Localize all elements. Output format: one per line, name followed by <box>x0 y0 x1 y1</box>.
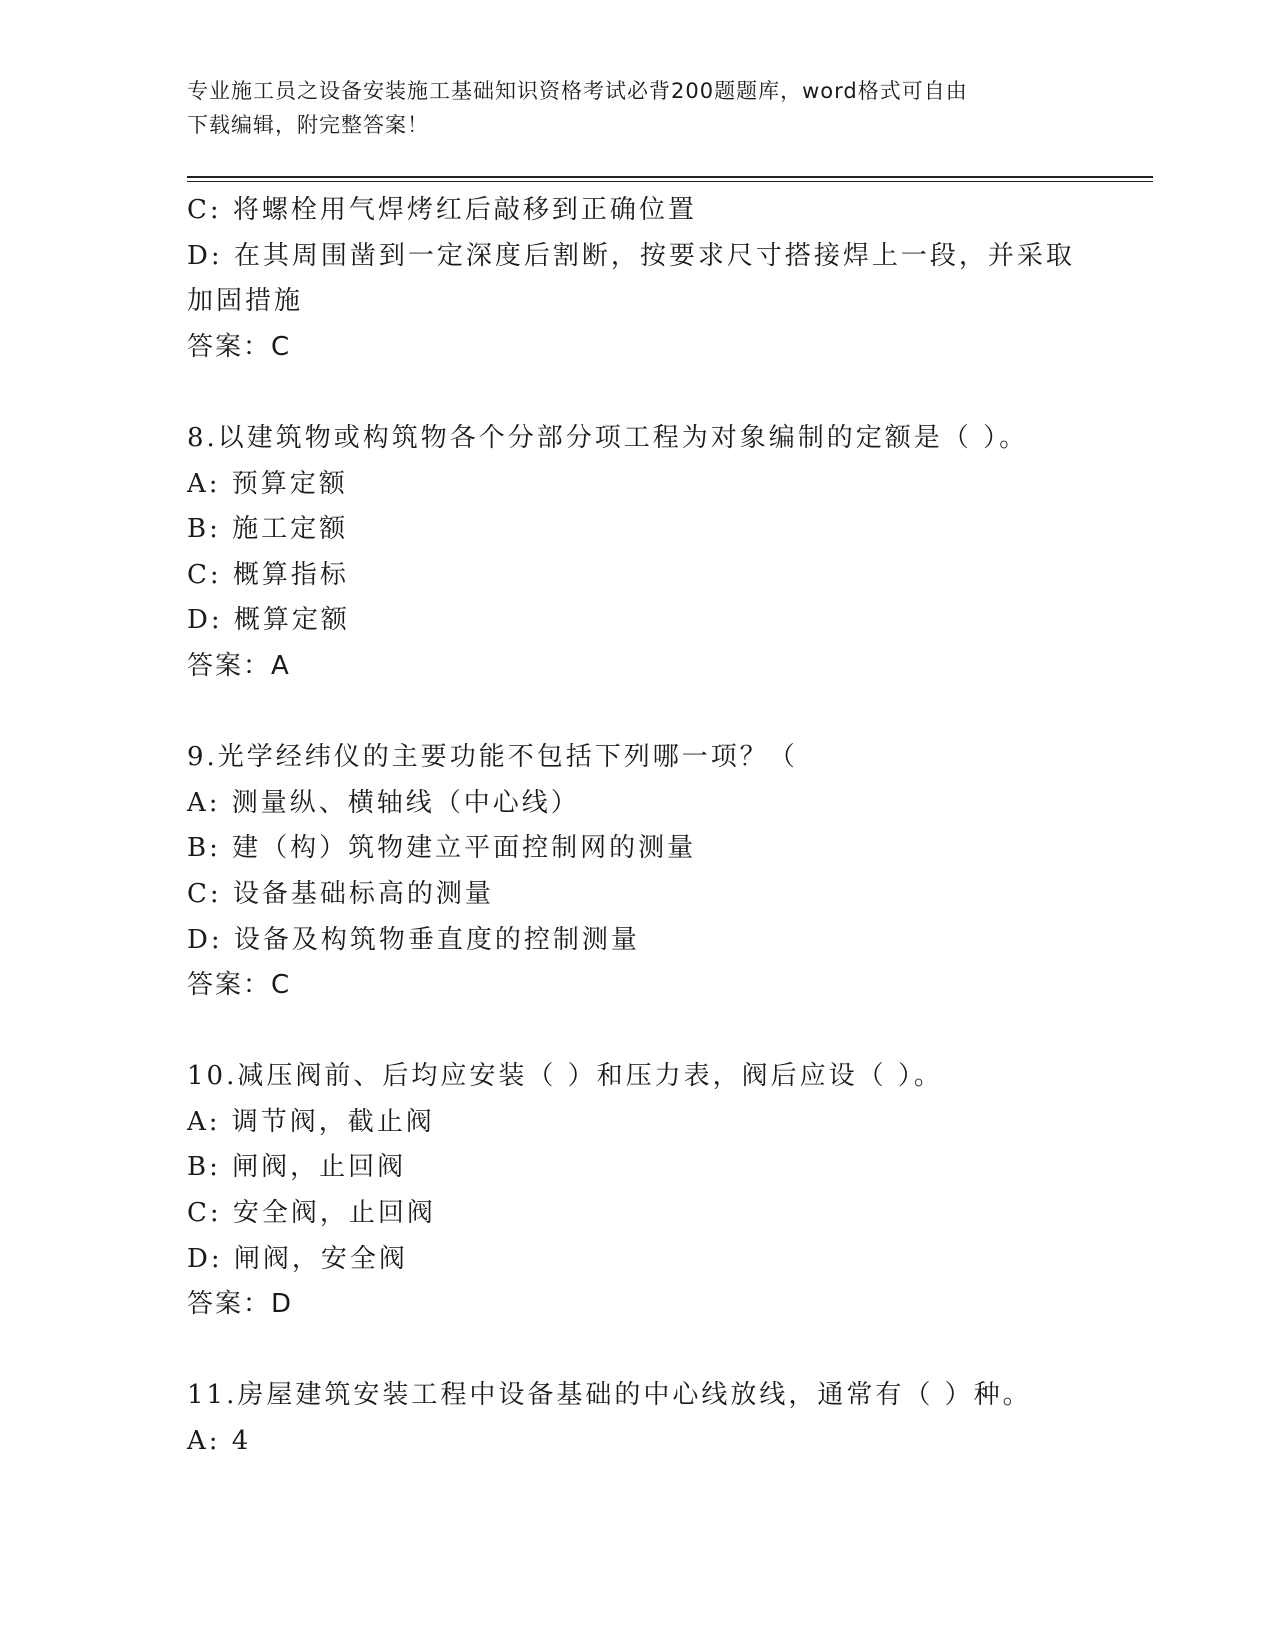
option-c: C: 设备基础标高的测量 <box>187 878 494 909</box>
option-a: A: 预算定额 <box>187 468 348 499</box>
page-header <box>187 74 1067 142</box>
answer-line: 答案：C <box>187 970 292 1001</box>
question-block-11 <box>187 1373 1087 1464</box>
option-c: C: 概算指标 <box>187 559 349 590</box>
option-a: A: 4 <box>187 1426 252 1457</box>
header-divider-thin <box>187 181 1153 182</box>
spacer <box>187 690 1087 736</box>
option-d-continued: 加固措施 <box>187 286 304 317</box>
question-stem: 10.减压阀前、后均应安装（ ）和压力表，阀后应设（ ）。 <box>187 1061 943 1092</box>
option-c: C: 安全阀，止回阀 <box>187 1198 436 1229</box>
question-stem: 11.房屋建筑安装工程中设备基础的中心线放线，通常有（ ）种。 <box>187 1380 1032 1411</box>
header-divider-thick <box>187 176 1153 178</box>
option-a: A: 测量纵、横轴线（中心线） <box>187 787 580 818</box>
spacer <box>187 1328 1087 1374</box>
option-d: D: 设备及构筑物垂直度的控制测量 <box>187 924 640 955</box>
option-b: B: 施工定额 <box>187 514 349 545</box>
question-list <box>187 188 1087 1465</box>
question-stem: 8.以建筑物或构筑物各个分部分项工程为对象编制的定额是（ ）。 <box>187 422 1029 453</box>
option-d: D: 闸阀，安全阀 <box>187 1243 408 1274</box>
answer-line: 答案：A <box>187 650 291 681</box>
question-block-7-continued <box>187 188 1087 370</box>
answer-line: 答案：C <box>187 331 292 362</box>
spacer <box>187 370 1087 416</box>
option-b: B: 建（构）筑物建立平面控制网的测量 <box>187 833 697 864</box>
answer-line: 答案：D <box>187 1289 294 1320</box>
option-d: D: 在其周围凿到一定深度后割断，按要求尺寸搭接焊上一段，并采取 <box>187 240 1075 271</box>
option-a: A: 调节阀，截止阀 <box>187 1106 435 1137</box>
question-stem: 9.光学经纬仪的主要功能不包括下列哪一项？（ <box>187 742 798 773</box>
question-block-10 <box>187 1054 1087 1328</box>
header-title-line-2: 下载编辑，附完整答案！ <box>187 113 429 137</box>
question-block-8 <box>187 416 1087 690</box>
option-b: B: 闸阀，止回阀 <box>187 1152 407 1183</box>
header-title-line-1: 专业施工员之设备安装施工基础知识资格考试必背200题题库，word格式可自由 <box>187 79 968 103</box>
option-d: D: 概算定额 <box>187 605 350 636</box>
question-block-9 <box>187 735 1087 1009</box>
spacer <box>187 1009 1087 1055</box>
option-c: C: 将螺栓用气焊烤红后敲移到正确位置 <box>187 195 697 225</box>
